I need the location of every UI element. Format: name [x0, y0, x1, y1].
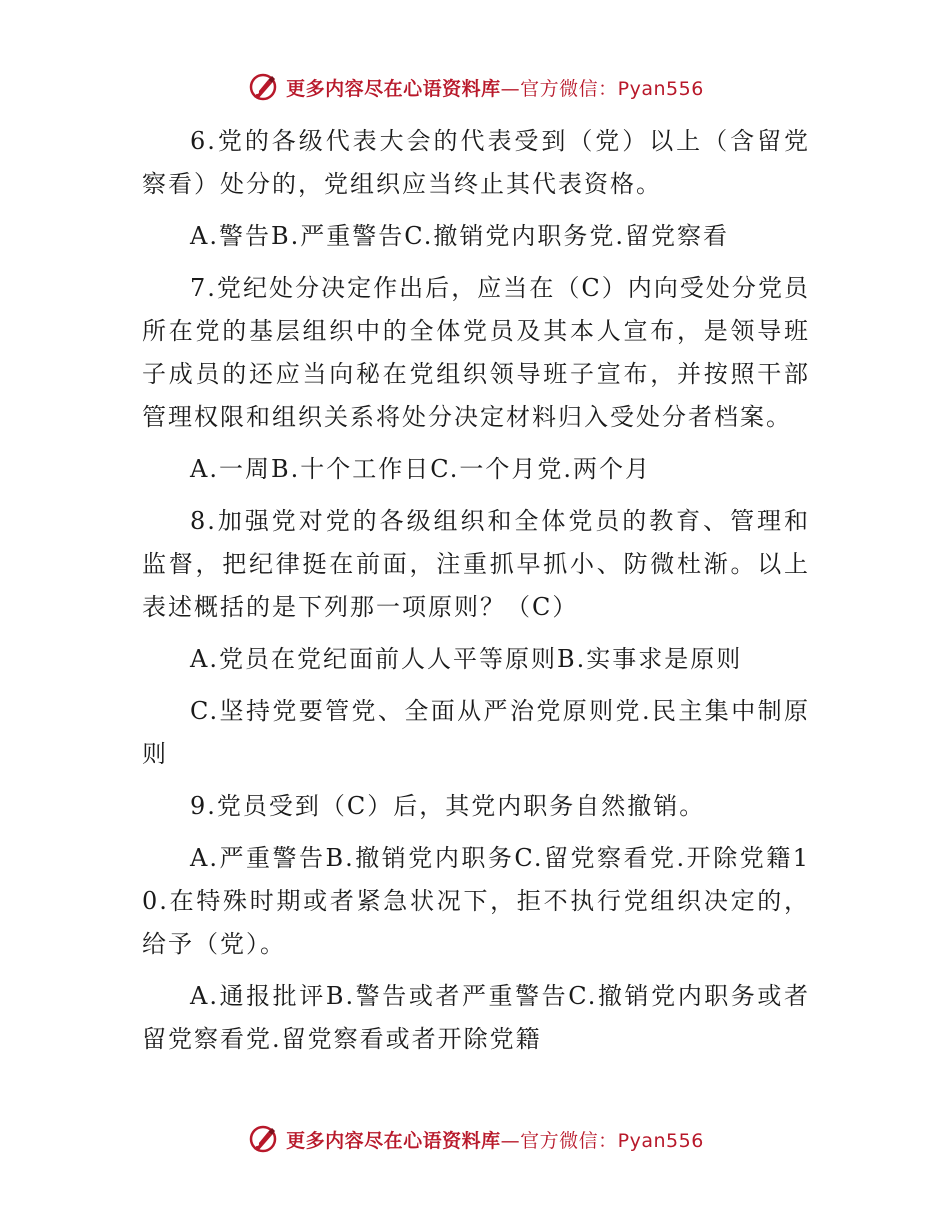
footer-brand-text: 更多内容尽在心语资料库 — [286, 1129, 501, 1152]
paragraph-q8-options-cd: C.坚持党要管党、全面从严治党原则党.民主集中制原则 — [142, 697, 810, 768]
header-banner — [0, 70, 950, 104]
header-contact-text: 官方微信：Pyan556 — [520, 77, 704, 100]
footer-banner-text — [286, 1126, 704, 1153]
paragraph-q9: 9.党员受到（C）后，其党内职务自然撤销。 — [190, 792, 706, 820]
paragraph-q8-options-ab: A.党员在党纪面前人人平等原则B.实事求是原则 — [190, 645, 743, 673]
header-dash: — — [500, 77, 521, 100]
paragraph-q6: 6.党的各级代表大会的代表受到（党）以上（含留党察看）处分的，党组织应当终止其代表资格。 — [142, 127, 810, 198]
document-body — [142, 120, 810, 1070]
footer-dash: — — [500, 1129, 521, 1152]
paragraph-q8: 8.加强党对党的各级组织和全体党员的教育、管理和监督，把纪律挺在前面，注重抓早抓小、防微杜渐。以上表述概括的是下列那一项原则？（C） — [142, 507, 810, 621]
paragraph-q10-options: A.通报批评B.警告或者严重警告C.撤销党内职务或者留党察看党.留党察看或者开除党籍 — [142, 982, 810, 1053]
footer-banner — [0, 1122, 950, 1156]
header-brand-text: 更多内容尽在心语资料库 — [286, 77, 501, 100]
paragraph-q7-options: A.一周B.十个工作日C.一个月党.两个月 — [190, 455, 651, 483]
pen-circle-logo-icon — [246, 70, 280, 104]
paragraph-q7: 7.党纪处分决定作出后，应当在（C）内向受处分党员所在党的基层组织中的全体党员及其本人宣布，是领导班子成员的还应当向秘在党组织领导班子宣布，并按照干部管理权限和组织关系将处分决定材料归入受处分者档案。 — [142, 274, 810, 431]
paragraph-q6-options: A.警告B.严重警告C.撤销党内职务党.留党察看 — [190, 222, 729, 250]
paragraph-q9-options-q10: A.严重警告B.撤销党内职务C.留党察看党.开除党籍10.在特殊时期或者紧急状况下，拒不执行党组织决定的，给予（党）。 — [142, 844, 810, 958]
pen-circle-logo-icon — [246, 1122, 280, 1156]
footer-contact-text: 官方微信：Pyan556 — [520, 1129, 704, 1152]
header-banner-text — [286, 74, 704, 101]
